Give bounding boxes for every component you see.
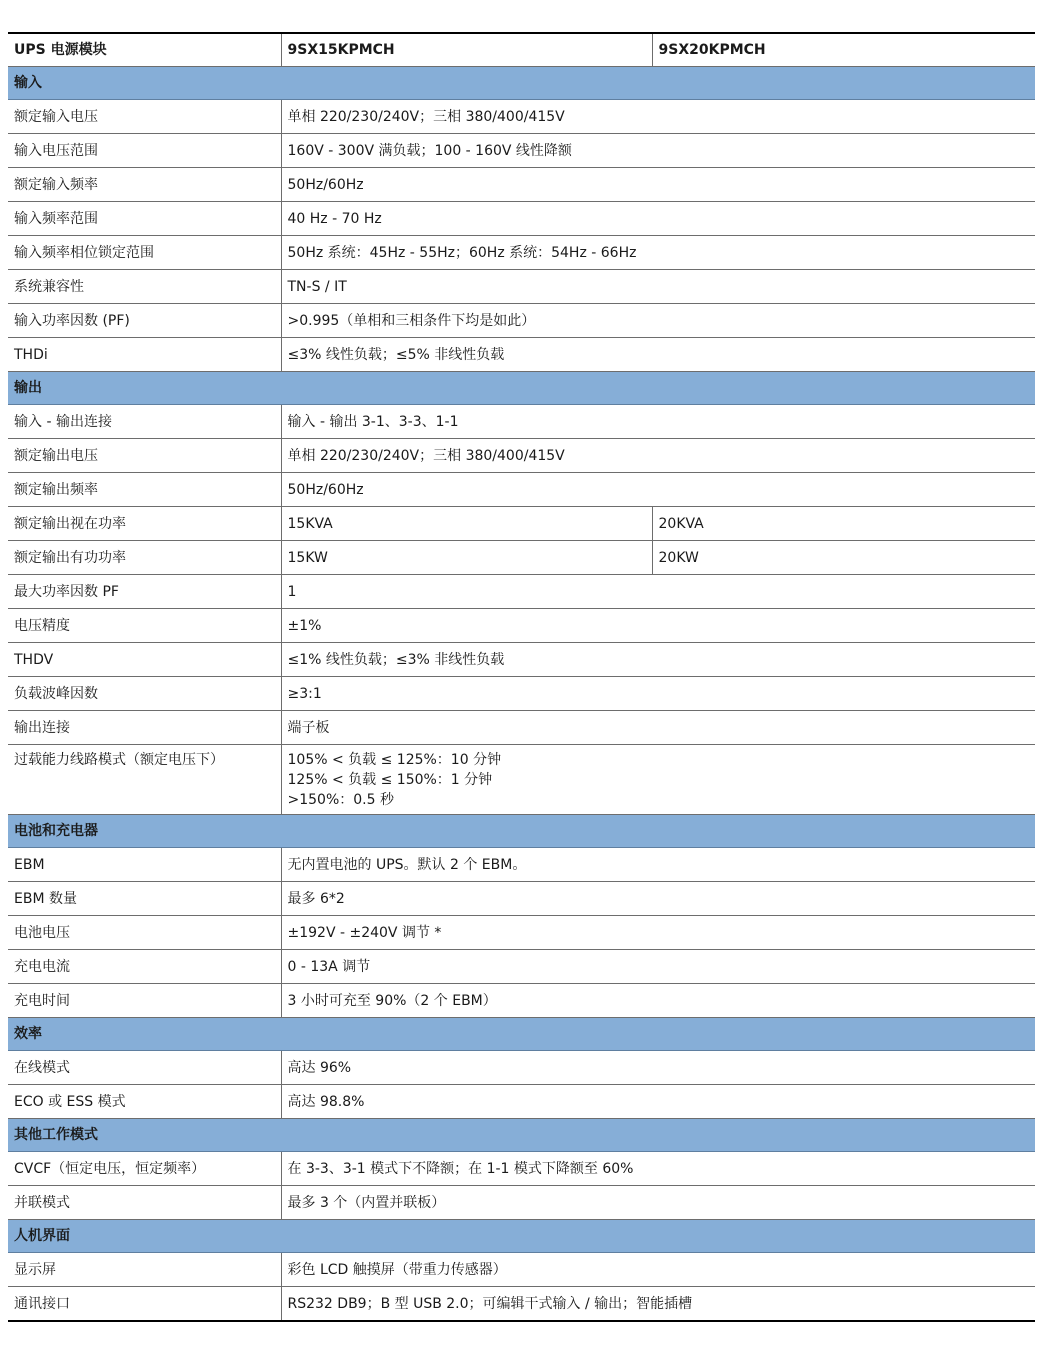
table-row (8, 677, 1035, 711)
header-module-label: UPS 电源模块 (8, 33, 281, 67)
spec-value: 40 Hz - 70 Hz (281, 202, 1035, 236)
spec-label: 输入频率范围 (8, 202, 281, 236)
spec-label: 额定输出电压 (8, 439, 281, 473)
spec-value: 50Hz 系统：45Hz - 55Hz；60Hz 系统：54Hz - 66Hz (281, 236, 1035, 270)
section-hmi (8, 1220, 1035, 1253)
spec-label: 电池电压 (8, 916, 281, 950)
section-title: 输入 (8, 67, 1035, 100)
spec-value: ≤1% 线性负载；≤3% 非线性负载 (281, 643, 1035, 677)
spec-value: ≥3:1 (281, 677, 1035, 711)
ups-spec-table (8, 32, 1035, 1322)
spec-value: 3 小时可充至 90%（2 个 EBM） (281, 984, 1035, 1018)
spec-value: 最多 6*2 (281, 882, 1035, 916)
spec-value-20k: 20KW (652, 541, 1035, 575)
spec-label: 额定输出视在功率 (8, 507, 281, 541)
table-row (8, 338, 1035, 372)
spec-label: 最大功率因数 PF (8, 575, 281, 609)
overload-line: 125% < 负载 ≤ 150%：1 分钟 (287, 772, 493, 788)
table-row (8, 168, 1035, 202)
table-row (8, 304, 1035, 338)
spec-value: TN-S / IT (281, 270, 1035, 304)
spec-label: 额定输入电压 (8, 100, 281, 134)
spec-label: 输入频率相位锁定范围 (8, 236, 281, 270)
table-row (8, 507, 1035, 541)
section-other-modes (8, 1119, 1035, 1152)
spec-label: 系统兼容性 (8, 270, 281, 304)
table-row (8, 609, 1035, 643)
overload-line: 105% < 负载 ≤ 125%：10 分钟 (287, 752, 502, 768)
spec-value-15k: 15KVA (281, 507, 652, 541)
spec-label: 过载能力线路模式（额定电压下） (8, 745, 281, 815)
spec-label: 输出连接 (8, 711, 281, 745)
table-row (8, 100, 1035, 134)
spec-label: 通讯接口 (8, 1287, 281, 1322)
spec-label: 负载波峰因数 (8, 677, 281, 711)
spec-value: 彩色 LCD 触摸屏（带重力传感器） (281, 1253, 1035, 1287)
spec-value: 最多 3 个（内置并联板） (281, 1186, 1035, 1220)
header-model-20k: 9SX20KPMCH (652, 33, 1035, 67)
spec-value: 输入 - 输出 3-1、3-3、1-1 (281, 405, 1035, 439)
spec-value: 50Hz/60Hz (281, 168, 1035, 202)
table-row (8, 848, 1035, 882)
spec-label: 显示屏 (8, 1253, 281, 1287)
spec-label: 输入电压范围 (8, 134, 281, 168)
spec-value: 50Hz/60Hz (281, 473, 1035, 507)
spec-label: 在线模式 (8, 1051, 281, 1085)
spec-value: ≤3% 线性负载；≤5% 非线性负载 (281, 338, 1035, 372)
spec-label: 并联模式 (8, 1186, 281, 1220)
spec-label: 额定输出频率 (8, 473, 281, 507)
table-row (8, 1253, 1035, 1287)
spec-value: 在 3-3、3-1 模式下不降额；在 1-1 模式下降额至 60% (281, 1152, 1035, 1186)
section-title: 其他工作模式 (8, 1119, 1035, 1152)
spec-label: 额定输入频率 (8, 168, 281, 202)
spec-label: THDi (8, 338, 281, 372)
spec-value: 无内置电池的 UPS。默认 2 个 EBM。 (281, 848, 1035, 882)
table-row (8, 916, 1035, 950)
section-title: 输出 (8, 372, 1035, 405)
header-model-15k: 9SX15KPMCH (281, 33, 652, 67)
spec-label: 输入 - 输出连接 (8, 405, 281, 439)
overload-line: >150%：0.5 秒 (287, 792, 394, 808)
spec-value-15k: 15KW (281, 541, 652, 575)
table-row (8, 405, 1035, 439)
spec-value: 1 (281, 575, 1035, 609)
table-row (8, 134, 1035, 168)
table-row (8, 1152, 1035, 1186)
table-row (8, 270, 1035, 304)
spec-value: 160V - 300V 满负载；100 - 160V 线性降额 (281, 134, 1035, 168)
section-title: 人机界面 (8, 1220, 1035, 1253)
table-row (8, 473, 1035, 507)
spec-value: 单相 220/230/240V；三相 380/400/415V (281, 100, 1035, 134)
spec-label: EBM (8, 848, 281, 882)
table-row (8, 1186, 1035, 1220)
table-row (8, 1287, 1035, 1322)
spec-label: 输入功率因数 (PF) (8, 304, 281, 338)
section-input (8, 67, 1035, 100)
table-row (8, 882, 1035, 916)
table-row (8, 950, 1035, 984)
spec-label: CVCF（恒定电压，恒定频率） (8, 1152, 281, 1186)
table-row (8, 643, 1035, 677)
table-row (8, 711, 1035, 745)
table-row-overload (8, 745, 1035, 815)
table-row (8, 236, 1035, 270)
section-output (8, 372, 1035, 405)
spec-value: 高达 96% (281, 1051, 1035, 1085)
spec-label: ECO 或 ESS 模式 (8, 1085, 281, 1119)
spec-value: 高达 98.8% (281, 1085, 1035, 1119)
spec-value: 端子板 (281, 711, 1035, 745)
spec-label: EBM 数量 (8, 882, 281, 916)
table-row (8, 1051, 1035, 1085)
spec-value: 单相 220/230/240V；三相 380/400/415V (281, 439, 1035, 473)
section-title: 效率 (8, 1018, 1035, 1051)
spec-value: RS232 DB9；B 型 USB 2.0；可编辑干式输入 / 输出；智能插槽 (281, 1287, 1035, 1322)
section-battery (8, 815, 1035, 848)
spec-value: 0 - 13A 调节 (281, 950, 1035, 984)
table-row (8, 202, 1035, 236)
section-efficiency (8, 1018, 1035, 1051)
spec-label: 充电电流 (8, 950, 281, 984)
spec-value: ±1% (281, 609, 1035, 643)
table-row (8, 1085, 1035, 1119)
table-row (8, 541, 1035, 575)
spec-value: >0.995（单相和三相条件下均是如此） (281, 304, 1035, 338)
spec-label: 充电时间 (8, 984, 281, 1018)
table-header-row (8, 33, 1035, 67)
table-row (8, 984, 1035, 1018)
section-title: 电池和充电器 (8, 815, 1035, 848)
table-row (8, 439, 1035, 473)
spec-label: 电压精度 (8, 609, 281, 643)
table-row (8, 575, 1035, 609)
spec-value: ±192V - ±240V 调节 * (281, 916, 1035, 950)
spec-label: THDV (8, 643, 281, 677)
overload-values (281, 745, 1035, 815)
spec-value-20k: 20KVA (652, 507, 1035, 541)
spec-label: 额定输出有功功率 (8, 541, 281, 575)
